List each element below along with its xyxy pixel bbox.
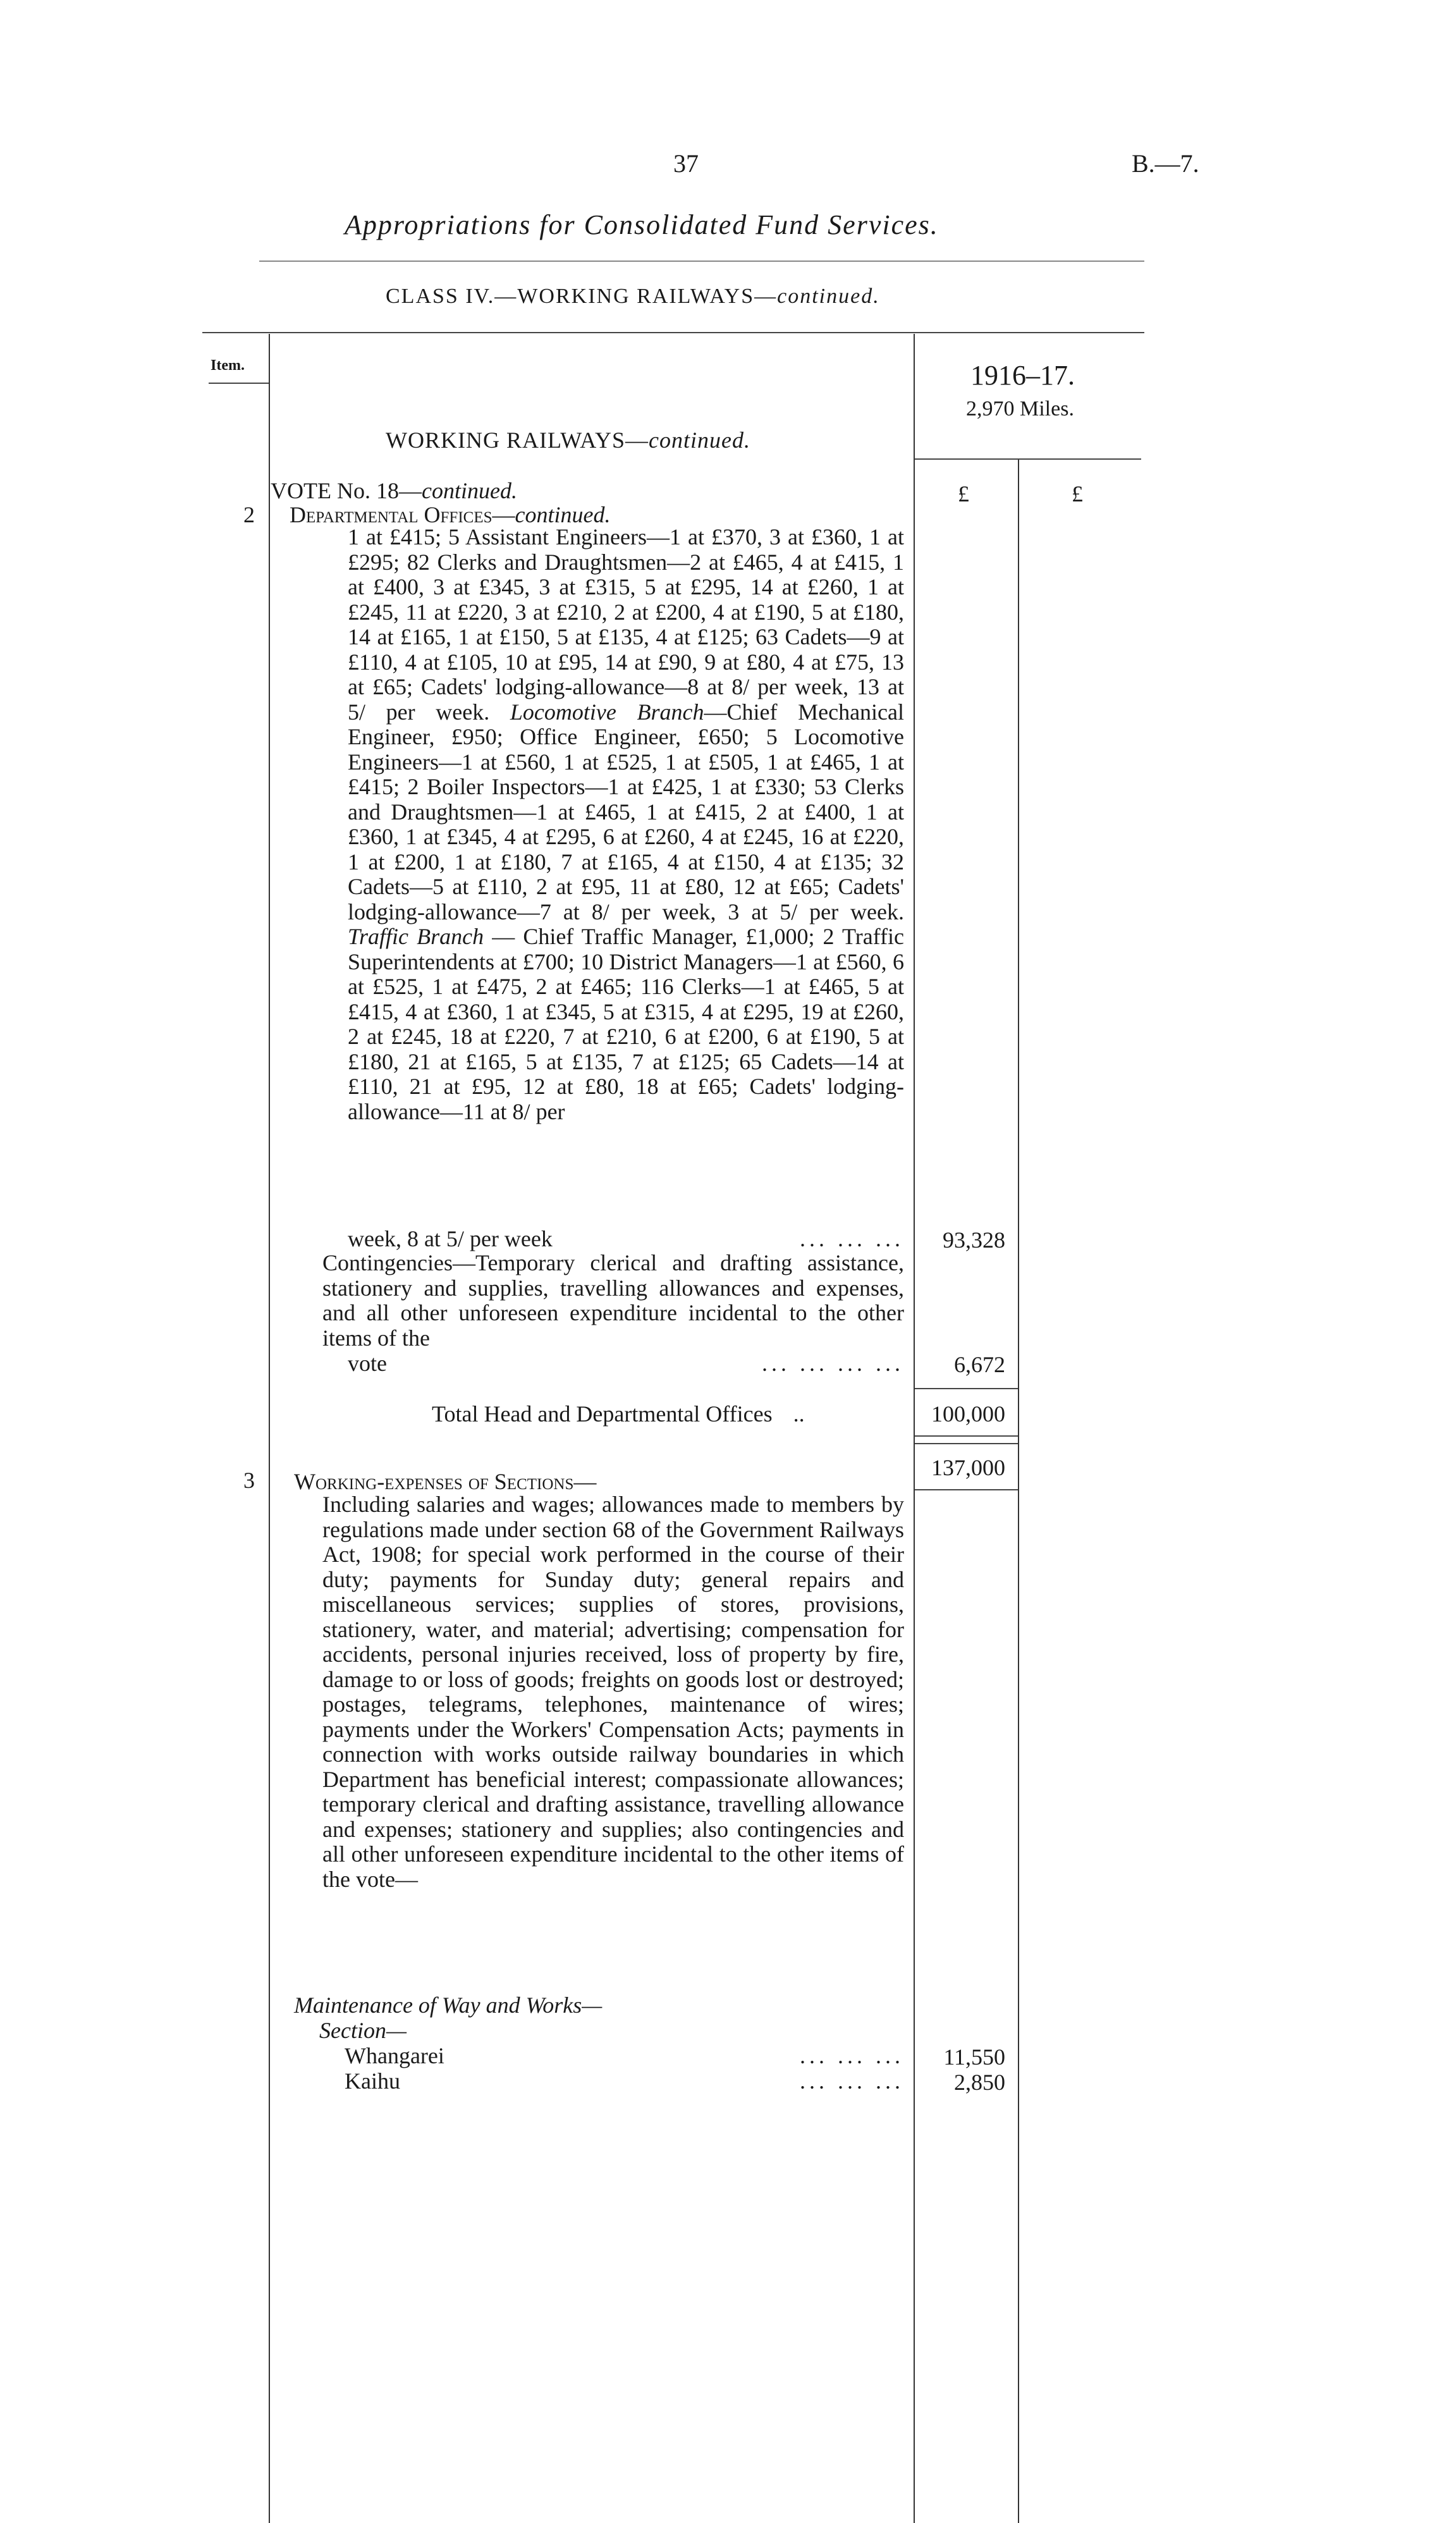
pound-sign-right: £ bbox=[1072, 481, 1083, 506]
page-number: 37 bbox=[673, 149, 699, 178]
total-rule-bottom bbox=[915, 1443, 1018, 1444]
section-leaders: ... ... ... bbox=[800, 2068, 904, 2094]
item-column-divider bbox=[269, 334, 270, 2523]
section-row-kaihu bbox=[345, 2068, 904, 2094]
vote-heading bbox=[271, 477, 517, 504]
section-name: Whangarei bbox=[345, 2043, 444, 2068]
amount-head-rule bbox=[914, 458, 1141, 460]
contingencies-last-line bbox=[348, 1350, 904, 1377]
subtotal-rule bbox=[915, 1388, 1018, 1389]
item-column-header: Item. bbox=[211, 357, 245, 374]
contingencies-amount: 6,672 bbox=[954, 1352, 1005, 1377]
year-header: 1916–17. bbox=[970, 360, 1075, 391]
locomotive-branch-text: —Chief Mechanical Engineer, £950; Office Engineer, £650; 5 Locomotive Engineers—1 at £560, 1 at £525, 1 at £505, 1 at £465, 1 at £415; 2 Boiler Inspectors—1 at £425, 1 at £330; 53 Clerks and Draughtsmen—1 at £465, 1 at £415, 2 at £400, 1 at £360, 1 at £345, 4 at £295, 6 at £260, 4 at £245, 16 at £220, 1 at £200, 1 at £180, 7 at £165, 4 at £150, 4 at £135; 32 Cadets—5 at £110, 2 at £95, 11 at £80, 12 at £65; Cadets' lodging-allowance—7 at 8/ per week, 3 at 5/ per week. bbox=[348, 699, 905, 924]
vote-heading-main: VOTE No. 18— bbox=[271, 478, 422, 503]
item-head-rule bbox=[209, 383, 269, 384]
total-offices-label: Total Head and Departmental Offices bbox=[432, 1401, 773, 1427]
head-office-text: 1 at £415; 5 Assistant Engineers—1 at £370, 3 at £360, 1 at £295; 82 Clerks and Draughtsmen—2 at £465, 4 at £415, 1 at £400, 3 at £345, 3 at £315, 5 at £295, 14 at £260, 1 at £245, 11 at £220, 3 at £210, 2 at £200, 4 at £190, 5 at £180, 14 at £165, 1 at £150, 5 at £135, 4 at £125; 63 Cadets—9 at £110, 4 at £105, 10 at £95, 14 at £90, 9 at £80, 4 at £75, 13 at £65; Cadets' lodging-allowance—8 at 8/ per week, 13 at 5/ per week. bbox=[348, 524, 904, 725]
section-heading-main: WORKING RAILWAYS— bbox=[386, 427, 649, 453]
page-title: Appropriations for Consolidated Fund Services. bbox=[345, 209, 939, 240]
table-top-rule bbox=[202, 332, 1144, 333]
section-heading bbox=[386, 427, 750, 453]
salaries-last-line-text: week, 8 at 5/ per week bbox=[348, 1226, 553, 1251]
section-leaders: ... ... ... bbox=[800, 2043, 904, 2068]
carried-rule bbox=[915, 1489, 1018, 1490]
section-amount: 2,850 bbox=[954, 2070, 1005, 2095]
salaries-leaders: ... ... ... bbox=[800, 1226, 904, 1251]
maintenance-heading: Maintenance of Way and Works— bbox=[294, 1992, 603, 2018]
salaries-last-line bbox=[348, 1225, 904, 1252]
salaries-amount: 93,328 bbox=[943, 1227, 1005, 1253]
amount-column-divider bbox=[914, 334, 915, 2523]
contingencies-text bbox=[322, 1251, 904, 1351]
item-number-3: 3 bbox=[243, 1468, 255, 1493]
contingencies-leaders: ... ... ... ... bbox=[762, 1351, 904, 1376]
section-amount: 11,550 bbox=[943, 2044, 1005, 2070]
total-column-divider bbox=[1018, 460, 1019, 2523]
item-number-2: 2 bbox=[243, 502, 255, 527]
locomotive-branch-label: Locomotive Branch bbox=[510, 699, 704, 725]
traffic-branch-text: — Chief Traffic Manager, £1,000; 2 Traffic Superintendents at £700; 10 District Managers—1 at £560, 6 at £525, 1 at £475, 2 at £465; 116 Clerks—1 at £465, 5 at £415, 4 at £360, 1 at £345, 5 at £315, 4 at £295, 19 at £260, 2 at £245, 18 at £220, 7 at £210, 6 at £200, 6 at £190, 5 at £180, 21 at £165, 5 at £135, 7 at £125; 65 Cadets—14 at £110, 21 at £95, 12 at £80, 18 at £65; Cadets' lodging-allowance—11 at 8/ per bbox=[348, 924, 904, 1124]
total-offices-line bbox=[432, 1401, 805, 1427]
class-heading-italic: continued. bbox=[777, 285, 880, 308]
working-expenses-text bbox=[322, 1492, 904, 1892]
pound-sign-left: £ bbox=[958, 481, 969, 506]
total-rule-top bbox=[915, 1435, 1018, 1437]
working-expenses-body: Including salaries and wages; allowances made to members by regulations made under section 68 of the Government Railways Act, 1908; for special work performed in the course of their duty; payments for Sunday duty; general repairs and miscellaneous services; supplies of stores, provisions, stationery, water, and material; advertising; compensation for accidents, personal injuries received, loss of property by fire, damage to or loss of goods; freights on goods lost or destroyed; postages, telegrams, telephones, maintenance of wires; payments under the Workers' Compensation Acts; payments in connection with works outside railway boundaries in which Department has beneficial interest; compassionate allowances; temporary clerical and drafting assistance, travelling allowance and expenses; stationery and supplies; also contingencies and all other unforeseen expenditure incidental to the other items of the vote— bbox=[322, 1492, 904, 1892]
carried-amount: 137,000 bbox=[931, 1455, 1005, 1480]
section-subheading: Section— bbox=[319, 2018, 407, 2043]
vote-heading-italic: continued. bbox=[421, 478, 517, 503]
departmental-offices-text bbox=[348, 525, 904, 1124]
contingencies-last-word: vote bbox=[348, 1351, 387, 1376]
page-reference: B.—7. bbox=[1132, 149, 1199, 178]
section-heading-italic: continued. bbox=[649, 427, 750, 453]
traffic-branch-label: Traffic Branch bbox=[348, 924, 484, 949]
section-row-whangarei bbox=[345, 2042, 904, 2069]
working-expenses-heading: Working-expenses of Sections— bbox=[294, 1469, 597, 1494]
section-name: Kaihu bbox=[345, 2068, 400, 2094]
contingencies-body: Contingencies—Temporary clerical and drafting assistance, stationery and supplies, travelling allowances and expenses, and all other unforeseen expenditure incidental to the other items of the bbox=[322, 1250, 904, 1351]
miles-header: 2,970 Miles. bbox=[966, 397, 1074, 420]
departmental-offices-italic: continued. bbox=[515, 502, 611, 527]
class-heading bbox=[386, 285, 880, 309]
class-heading-main: CLASS IV.—WORKING RAILWAYS— bbox=[386, 285, 778, 308]
total-offices-amount: 100,000 bbox=[931, 1401, 1005, 1427]
title-rule bbox=[259, 261, 1144, 262]
total-offices-leaders: .. bbox=[793, 1401, 805, 1427]
departmental-offices-main: Departmental Offices— bbox=[290, 502, 515, 527]
